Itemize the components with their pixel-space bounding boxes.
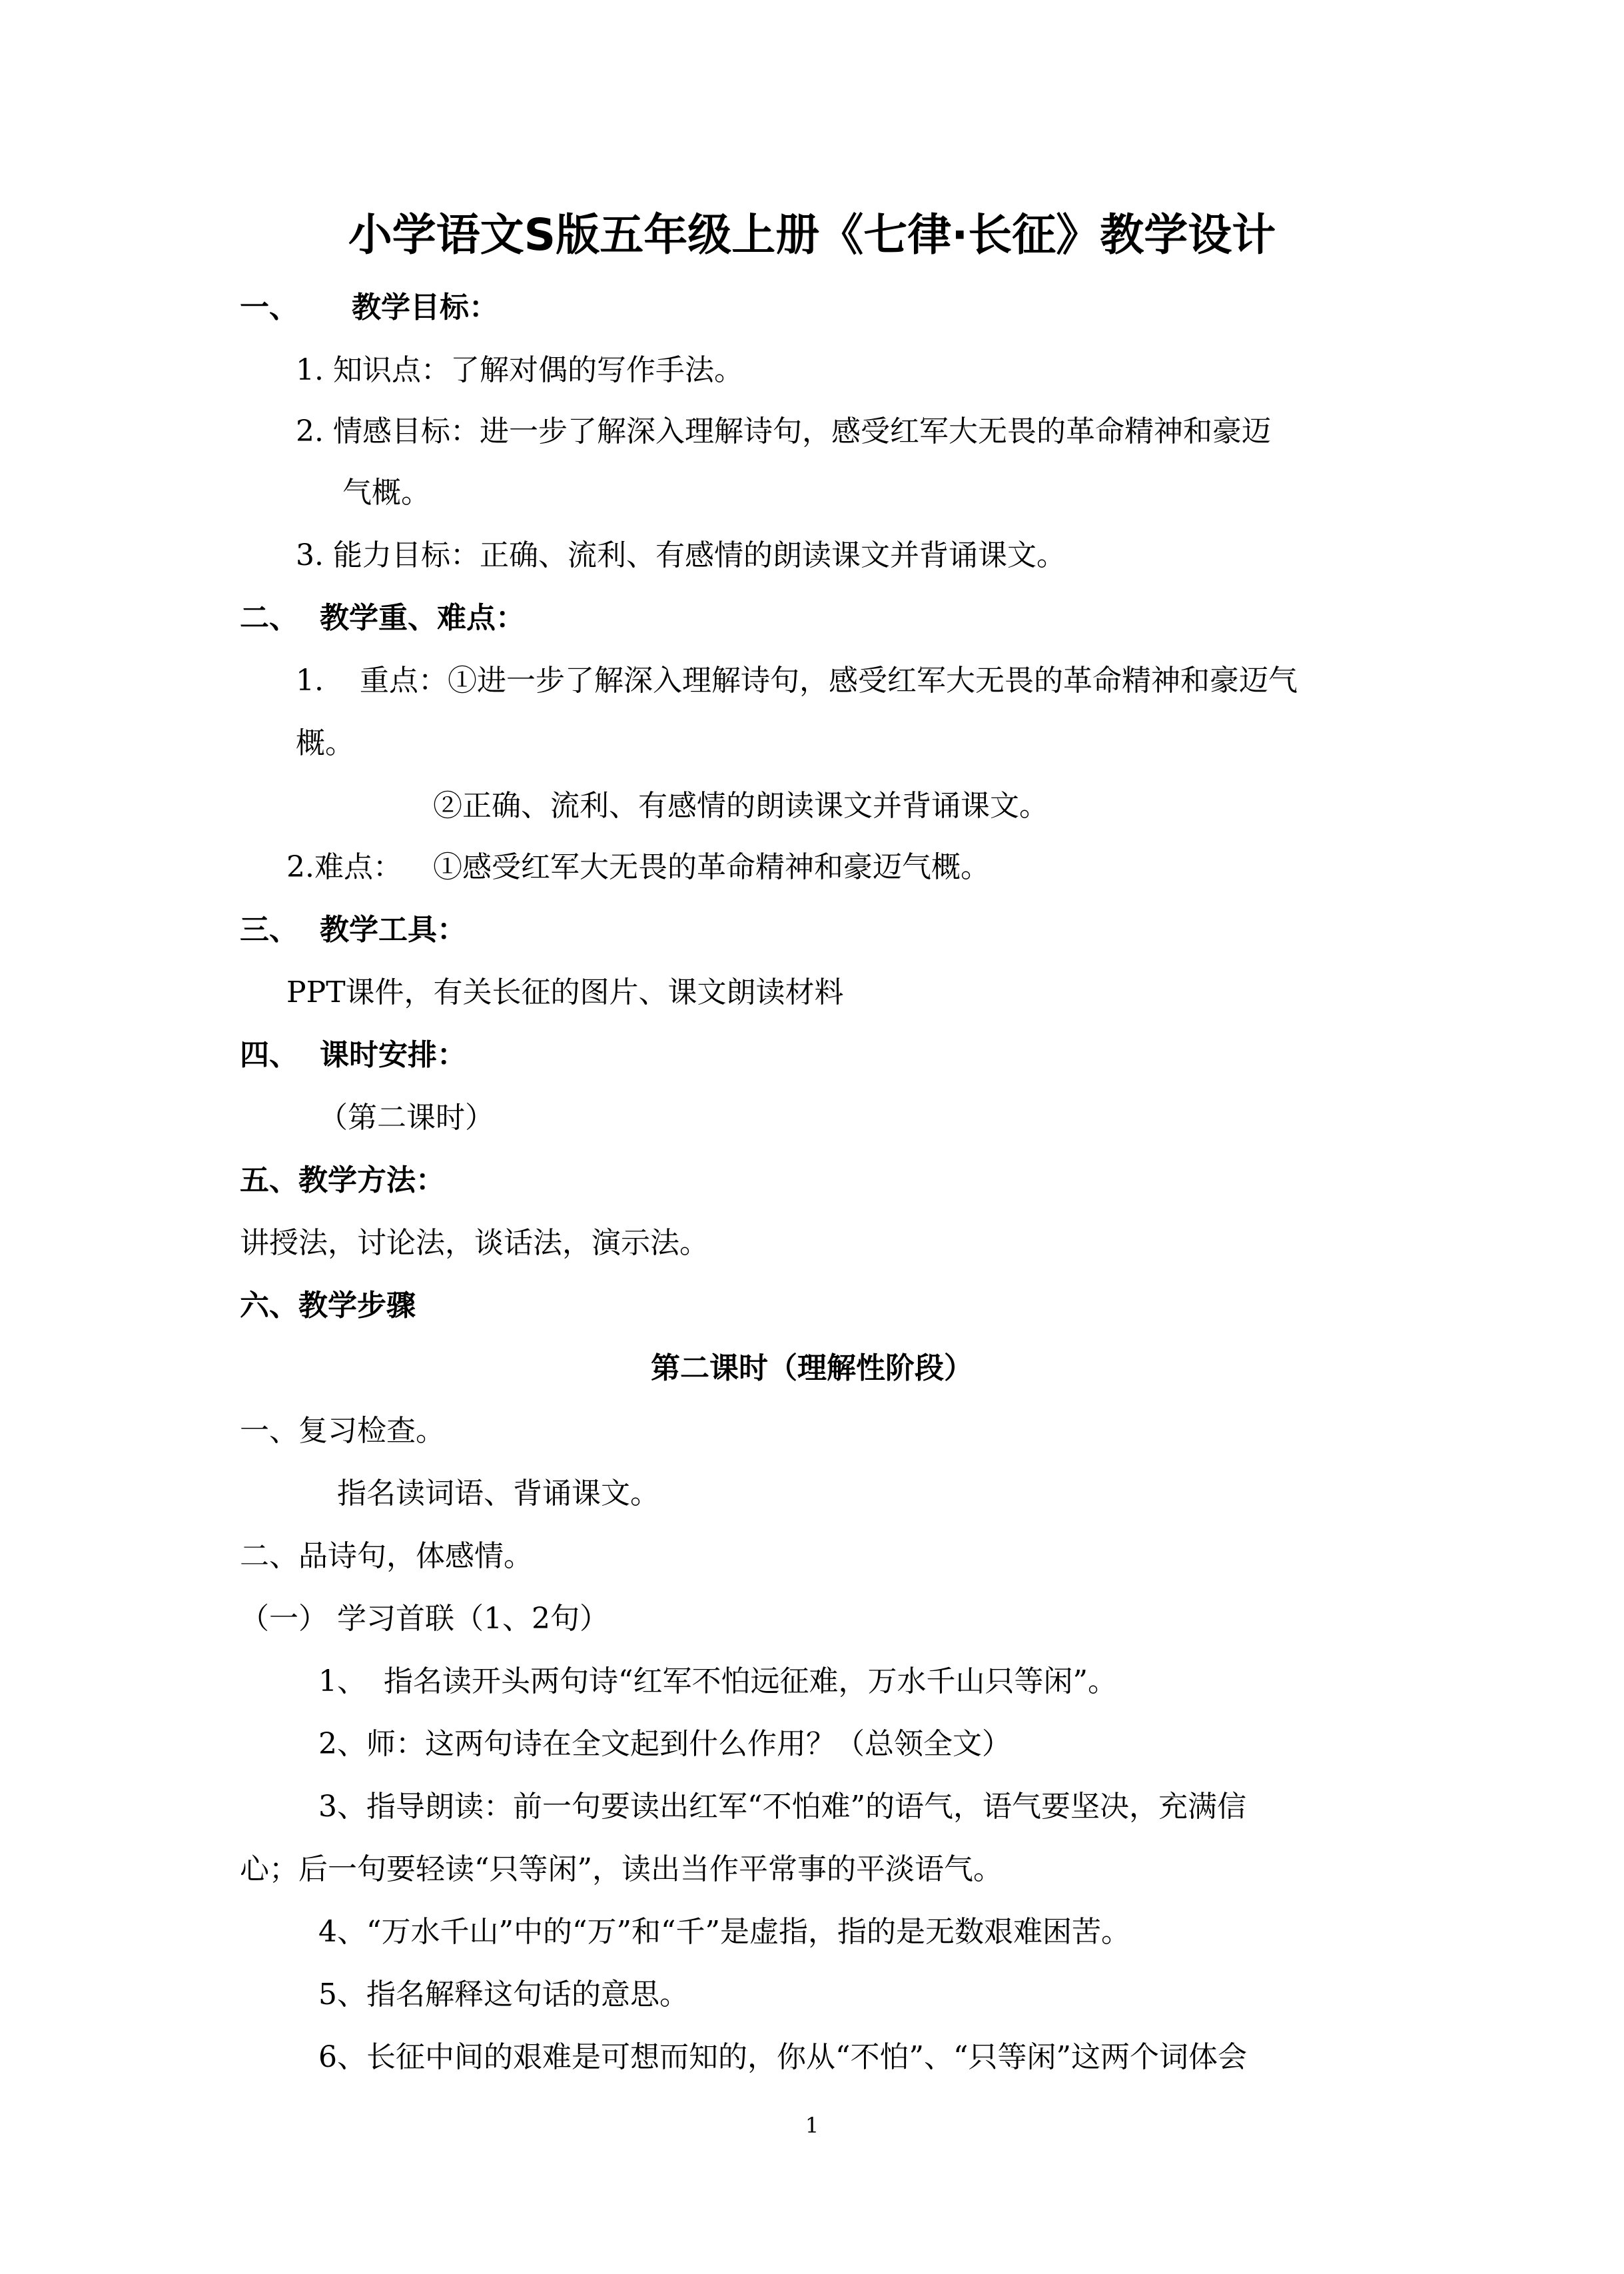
section-1-number: 一、	[240, 290, 298, 324]
section-1-item-1: 1. 知识点：了解对偶的写作手法。	[296, 353, 743, 387]
lesson-step-5: 5、指名解释这句话的意思。	[318, 1978, 689, 2011]
lesson-part-2: 二、品诗句，体感情。	[240, 1539, 533, 1573]
section-1-heading: 教学目标：	[352, 290, 498, 324]
lesson-part-1-detail: 指名读词语、背诵课文。	[337, 1476, 659, 1510]
section-2-difficulty-1: ①感受红军大无畏的革命精神和豪迈气概。	[433, 850, 990, 884]
lesson-step-3: 3、指导朗读：前一句要读出红军“不怕难”的语气，语气要坚决，充满信	[318, 1790, 1246, 1824]
lesson-subtitle: 第二课时（理解性阶段）	[651, 1351, 973, 1385]
section-3-number: 三、	[240, 913, 298, 947]
lesson-step-1: 指名读开头两句诗“红军不怕远征难，万水千山只等闲”。	[384, 1664, 1117, 1698]
lesson-step-3-cont: 心；后一句要轻读“只等闲”，读出当作平常事的平淡语气。	[240, 1852, 1003, 1886]
section-2-item-1-number: 1.	[296, 664, 324, 698]
section-1-item-2-cont: 气概。	[342, 476, 430, 510]
lesson-part-1: 一、复习检查。	[240, 1414, 445, 1448]
section-2-key-point-1: 重点：①进一步了解深入理解诗句，感受红军大无畏的革命精神和豪迈气	[360, 664, 1298, 698]
page-number: 1	[805, 2113, 819, 2138]
section-4-number: 四、	[240, 1038, 298, 1072]
section-4-content: （第二课时）	[318, 1101, 494, 1135]
section-4-heading: 课时安排：	[320, 1038, 466, 1072]
lesson-step-6: 6、长征中间的艰难是可想而知的，你从“不怕”、“只等闲”这两个词体会	[318, 2040, 1247, 2074]
document-title: 小学语文S版五年级上册《七律·长征》教学设计	[348, 209, 1276, 261]
section-3-heading: 教学工具：	[320, 913, 466, 947]
section-6-heading: 六、教学步骤	[240, 1289, 416, 1323]
section-5-heading: 五、教学方法：	[240, 1163, 445, 1197]
section-2-number: 二、	[240, 601, 298, 635]
section-2-heading: 教学重、难点：	[320, 601, 525, 635]
lesson-subsection-1: （一） 学习首联（1、2句）	[240, 1602, 609, 1636]
section-1-item-3: 3. 能力目标：正确、流利、有感情的朗读课文并背诵课文。	[296, 538, 1066, 572]
section-1-item-2: 2. 情感目标：进一步了解深入理解诗句，感受红军大无畏的革命精神和豪迈	[296, 414, 1271, 448]
section-2-key-point-2: ②正确、流利、有感情的朗读课文并背诵课文。	[433, 789, 1048, 823]
section-2-difficulty-label: 2.难点：	[286, 850, 402, 884]
lesson-step-2: 2、师：这两句诗在全文起到什么作用？（总领全文）	[318, 1727, 1011, 1761]
section-2-key-point-1-cont: 概。	[296, 726, 354, 760]
section-5-content: 讲授法，讨论法，谈话法，演示法。	[240, 1226, 709, 1260]
section-3-content: PPT课件，有关长征的图片、课文朗读材料	[286, 975, 844, 1009]
lesson-step-4: 4、“万水千山”中的“万”和“千”是虚指，指的是无数艰难困苦。	[318, 1915, 1130, 1949]
lesson-step-1-number: 1、	[318, 1664, 366, 1698]
